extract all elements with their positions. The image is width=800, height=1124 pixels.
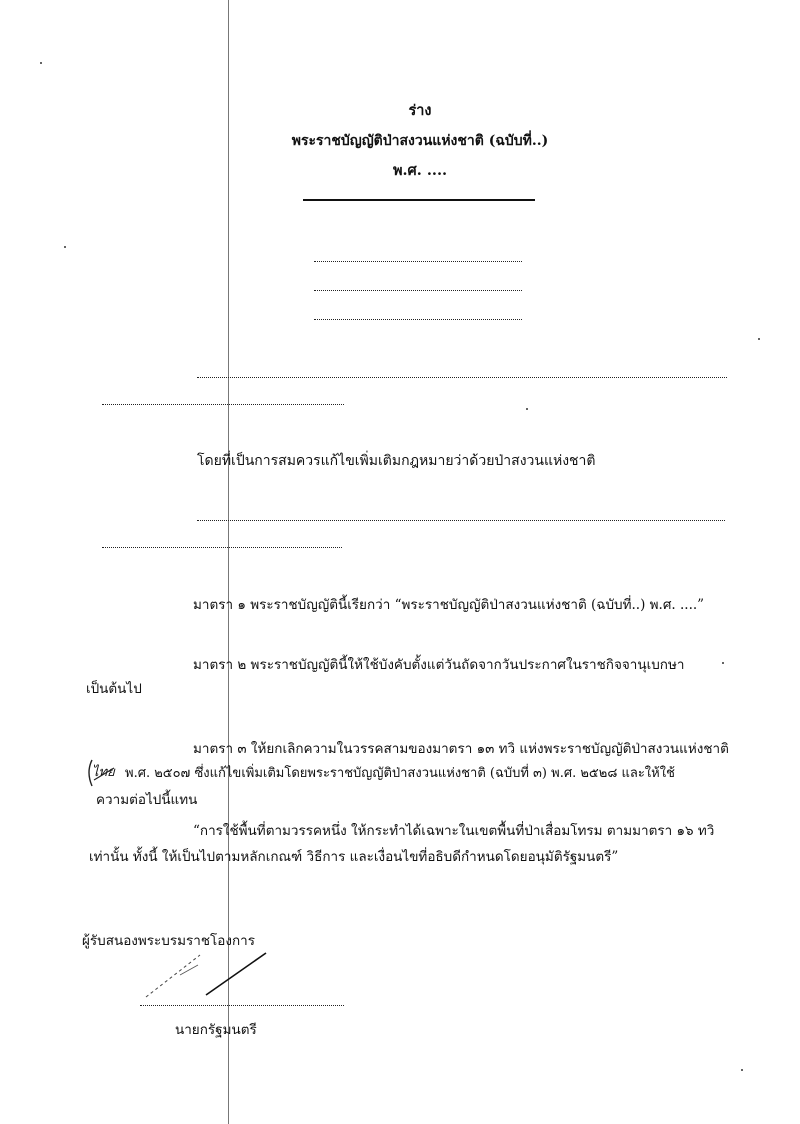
section-3-line-2: พ.ศ. ๒๕๐๗ ซึ่งแก้ไขเพิ่มเติมโดยพระราชบัญญัติป่าสงวนแห่งชาติ (ฉบับที่ ๓) พ.ศ. ๒๕๒๘ และให้ใช้ <box>125 766 675 781</box>
handwritten-margin-note: ไทย <box>92 765 115 780</box>
preamble-dotted-line <box>314 261 522 262</box>
countersign-label: ผู้รับสนองพระบรมราชโองการ <box>82 933 255 949</box>
signature-dotted-line <box>140 1005 344 1006</box>
section-2-line-1: มาตรา ๒ พระราชบัญญัตินี้ให้ใช้บังคับตั้งแต่วันถัดจากวันประกาศในราชกิจจานุเบกษา <box>193 657 685 673</box>
handwritten-parenthesis-mark <box>84 758 124 788</box>
scan-speck <box>758 338 760 340</box>
section-2-line-2: เป็นต้นไป <box>86 681 142 697</box>
scan-speck <box>741 1069 743 1071</box>
section-1: มาตรา ๑ พระราชบัญญัตินี้เรียกว่า “พระราชบัญญัติป่าสงวนแห่งชาติ (ฉบับที่..) พ.ศ. ....” <box>193 597 705 613</box>
title-underline <box>303 199 535 201</box>
section-3-line-3: ความต่อไปนี้แทน <box>96 792 198 808</box>
preamble-dotted-line <box>197 520 725 521</box>
year-label: พ.ศ. .... <box>392 162 448 179</box>
scan-speck <box>722 662 724 664</box>
amendment-quote-line-1: “การใช้พื้นที่ตามวรรคหนึ่ง ให้กระทำได้เฉพาะในเขตพื้นที่ป่าเสื่อมโทรม ตามมาตรา ๑๖ ทวิ <box>193 823 715 839</box>
preamble-reason: โดยที่เป็นการสมควรแก้ไขเพิ่มเติมกฎหมายว่าด้วยป่าสงวนแห่งชาติ <box>197 453 596 469</box>
preamble-dotted-line <box>102 404 344 405</box>
preamble-dotted-line <box>314 290 522 291</box>
scan-speck <box>526 408 528 410</box>
preamble-dotted-line <box>197 377 727 378</box>
preamble-dotted-line <box>314 319 522 320</box>
scan-speck <box>40 62 42 64</box>
amendment-quote-line-2: เท่านั้น ทั้งนี้ ให้เป็นไปตามหลักเกณฑ์ วิธีการ และเงื่อนไขที่อธิบดีกำหนดโดยอนุมัติรัฐมนตรี” <box>89 849 619 865</box>
scan-speck <box>64 246 66 248</box>
signer-title: นายกรัฐมนตรี <box>175 1022 257 1038</box>
handwritten-signature <box>140 935 280 1005</box>
draft-label: ร่าง <box>408 102 432 119</box>
preamble-dotted-line <box>102 547 342 548</box>
section-3-line-1: มาตรา ๓ ให้ยกเลิกความในวรรคสามของมาตรา ๑๓ ทวิ แห่งพระราชบัญญัติป่าสงวนแห่งชาติ <box>193 741 729 757</box>
act-title: พระราชบัญญัติป่าสงวนแห่งชาติ (ฉบับที่..) <box>291 133 549 149</box>
